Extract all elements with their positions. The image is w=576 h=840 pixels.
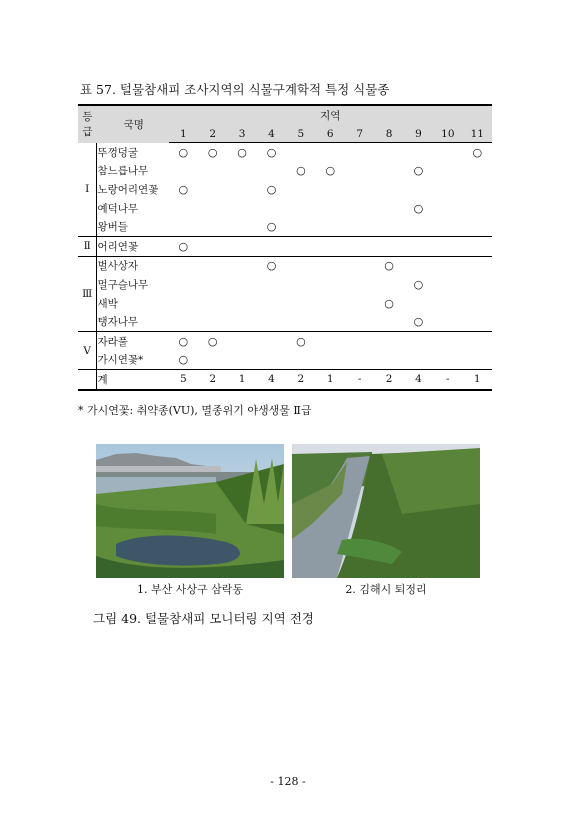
occurrence-mark [286,199,315,218]
grade-cell: Ⅱ [78,236,97,256]
occurrence-mark: ○ [266,259,277,273]
occurrence-mark: ○ [207,145,218,159]
grade-cell: Ⅴ [78,331,97,369]
species-name: 어리연꽃 [97,236,169,256]
occurrence-mark [374,199,403,218]
occurrence-mark [433,217,462,236]
occurrence-mark [198,312,227,331]
figure-caption: 그림 49. 털물참새피 모니터링 지역 전경 [93,611,314,626]
occurrence-mark [463,180,492,199]
grade-cell: Ⅲ [78,256,97,331]
occurrence-mark [227,217,256,236]
occurrence-mark: ○ [178,182,189,196]
region-number: 3 [227,125,256,143]
occurrence-mark: ○ [178,145,189,159]
occurrence-mark [257,294,286,313]
occurrence-mark [316,275,345,294]
occurrence-mark [433,294,462,313]
occurrence-mark [404,351,433,370]
occurrence-mark [198,180,227,199]
table-row [78,180,492,199]
occurrence-mark [374,331,403,350]
occurrence-mark [286,217,315,236]
occurrence-mark [286,275,315,294]
occurrence-mark: ○ [413,201,424,215]
occurrence-mark [257,351,286,370]
occurrence-mark [227,351,256,370]
occurrence-mark [227,199,256,218]
total-value: - [446,373,450,386]
species-name: 참느릅나무 [97,165,149,178]
occurrence-mark: ○ [178,334,189,348]
occurrence-mark [286,143,315,162]
occurrence-mark [433,331,462,350]
occurrence-mark [374,217,403,236]
region-number: 9 [404,125,433,143]
occurrence-mark [433,351,462,370]
total-value: 2 [209,373,217,386]
occurrence-mark: ○ [266,182,277,196]
occurrence-mark [198,256,227,275]
occurrence-mark [433,236,462,256]
occurrence-mark: ○ [169,236,198,256]
occurrence-mark [227,256,256,275]
occurrence-mark [433,199,462,218]
region-number: 4 [257,125,286,143]
occurrence-mark [257,275,286,294]
occurrence-mark: ○ [266,145,277,159]
occurrence-mark [433,143,462,162]
occurrence-mark [286,180,315,199]
table-row [78,351,492,370]
occurrence-mark [169,275,198,294]
header-grade: 등급 [82,111,93,139]
occurrence-mark [463,236,492,256]
species-name: 자라풀 [97,335,128,348]
occurrence-mark [463,162,492,181]
region-number: 5 [286,125,315,143]
total-value: - [357,373,362,386]
region-number: 6 [316,125,345,143]
total-value: 2 [385,373,393,386]
occurrence-mark [169,294,198,313]
occurrence-mark [286,256,315,275]
occurrence-mark [345,180,374,199]
occurrence-mark [463,312,492,331]
occurrence-mark [433,256,462,275]
occurrence-mark [257,236,286,256]
occurrence-mark [345,275,374,294]
occurrence-mark [345,217,374,236]
occurrence-mark [433,312,462,331]
occurrence-mark [227,162,256,181]
occurrence-mark [433,180,462,199]
photo-samnak [96,444,284,578]
header-region: 지역 [320,110,341,122]
occurrence-mark [257,199,286,218]
occurrence-mark [227,180,256,199]
occurrence-mark [257,331,286,350]
header-name: 국명 [123,118,144,131]
occurrence-mark: ○ [296,334,306,348]
table-row [78,162,492,181]
occurrence-mark: ○ [413,277,424,291]
occurrence-mark: ○ [413,164,424,178]
occurrence-mark [404,256,433,275]
occurrence-mark [404,236,433,256]
occurrence-mark [433,162,462,181]
occurrence-mark [374,275,403,294]
occurrence-mark [316,180,345,199]
occurrence-mark [286,236,315,256]
occurrence-mark [345,162,374,181]
occurrence-mark: ○ [169,351,198,370]
occurrence-mark [463,275,492,294]
occurrence-mark [404,180,433,199]
photo-toejeong [292,444,480,578]
table-row [78,256,492,275]
region-number: 1 [169,125,198,143]
species-name: 왕버들 [97,217,169,236]
total-value: 1 [326,373,334,386]
region-number: 8 [374,125,403,143]
region-number: 11 [463,125,492,143]
total-value: 4 [268,373,275,386]
species-name: 가시연꽃* [97,351,169,370]
occurrence-mark [286,312,315,331]
region-number: 2 [198,125,227,143]
occurrence-mark [374,162,403,181]
table-row [78,143,492,162]
occurrence-mark [463,331,492,350]
occurrence-mark [316,217,345,236]
occurrence-mark [316,199,345,218]
occurrence-mark [463,217,492,236]
occurrence-mark [198,217,227,236]
occurrence-mark [198,199,227,218]
occurrence-mark [345,351,374,370]
occurrence-mark [316,236,345,256]
occurrence-mark: ○ [384,259,394,273]
occurrence-mark [198,351,227,370]
occurrence-mark [169,162,198,181]
occurrence-mark [227,312,256,331]
occurrence-mark [198,294,227,313]
occurrence-mark [316,143,345,162]
region-number: 10 [433,125,462,143]
occurrence-mark: ○ [207,334,218,348]
occurrence-mark [169,256,198,275]
species-name: 멀구슬나무 [97,278,149,291]
occurrence-mark: ○ [257,217,286,236]
occurrence-mark [463,256,492,275]
occurrence-mark [463,294,492,313]
occurrence-mark [374,180,403,199]
total-value: 2 [297,373,305,386]
occurrence-mark [463,351,492,370]
total-label: 계 [97,373,108,386]
occurrence-mark [374,351,403,370]
occurrence-mark [227,331,256,350]
occurrence-mark [257,162,286,181]
total-value: 4 [415,373,422,386]
occurrence-mark [169,217,198,236]
table-row [78,217,492,236]
occurrence-mark [374,143,403,162]
photo-caption-2: 2. 김해시 퇴정리 [345,583,427,596]
occurrence-mark [404,294,433,313]
occurrence-mark [227,275,256,294]
total-value: 1 [238,373,246,386]
occurrence-mark [316,256,345,275]
occurrence-mark [286,351,315,370]
total-grade-blank [78,370,97,390]
region-number: 7 [345,125,374,143]
species-name: 새박 [97,297,118,310]
occurrence-mark [316,331,345,350]
total-row [78,370,492,390]
occurrence-mark [345,256,374,275]
occurrence-mark: ○ [404,312,433,331]
flora-table [78,104,492,391]
occurrence-mark [257,312,286,331]
occurrence-mark [316,351,345,370]
occurrence-mark [404,217,433,236]
species-name: 뚜껑덩굴 [97,146,139,159]
species-name: 탱자나무 [97,312,169,331]
table-row [78,199,492,218]
occurrence-mark: ○ [237,145,247,159]
grade-cell: Ⅰ [78,143,97,237]
total-value: 5 [179,373,187,386]
occurrence-mark [374,312,403,331]
table-row [78,275,492,294]
occurrence-mark [374,236,403,256]
species-name: 벌사상자 [97,260,139,273]
occurrence-mark [198,162,227,181]
occurrence-mark: ○ [472,145,483,159]
table-caption: 표 57. 털물참새피 조사지역의 식물구계학적 특정 식물종 [80,82,390,97]
table-row [78,312,492,331]
occurrence-mark [198,275,227,294]
occurrence-mark [227,294,256,313]
species-name: 예덕나무 [97,202,139,215]
table-row [78,331,492,350]
occurrence-mark [345,294,374,313]
occurrence-mark [198,236,227,256]
footnote: * 가시연꽃: 취약종(VU), 멸종위기 야생생물 Ⅱ급 [78,404,312,417]
occurrence-mark [345,199,374,218]
occurrence-mark [345,312,374,331]
occurrence-mark [433,275,462,294]
occurrence-mark [169,199,198,218]
occurrence-mark [227,236,256,256]
occurrence-mark: ○ [384,296,394,310]
occurrence-mark: ○ [296,164,306,178]
occurrence-mark [404,143,433,162]
occurrence-mark [316,294,345,313]
occurrence-mark [286,294,315,313]
occurrence-mark: ○ [325,164,336,178]
total-value: 1 [473,373,481,386]
occurrence-mark [345,331,374,350]
photo-caption-1: 1. 부산 사상구 삼락동 [137,583,243,596]
page-number: - 128 - [270,775,306,788]
occurrence-mark [345,143,374,162]
occurrence-mark [345,236,374,256]
table-row [78,294,492,313]
occurrence-mark [169,312,198,331]
occurrence-mark [463,199,492,218]
occurrence-mark [404,331,433,350]
species-name: 노랑어리연꽃 [97,183,159,196]
occurrence-mark [316,312,345,331]
table-row [78,236,492,256]
